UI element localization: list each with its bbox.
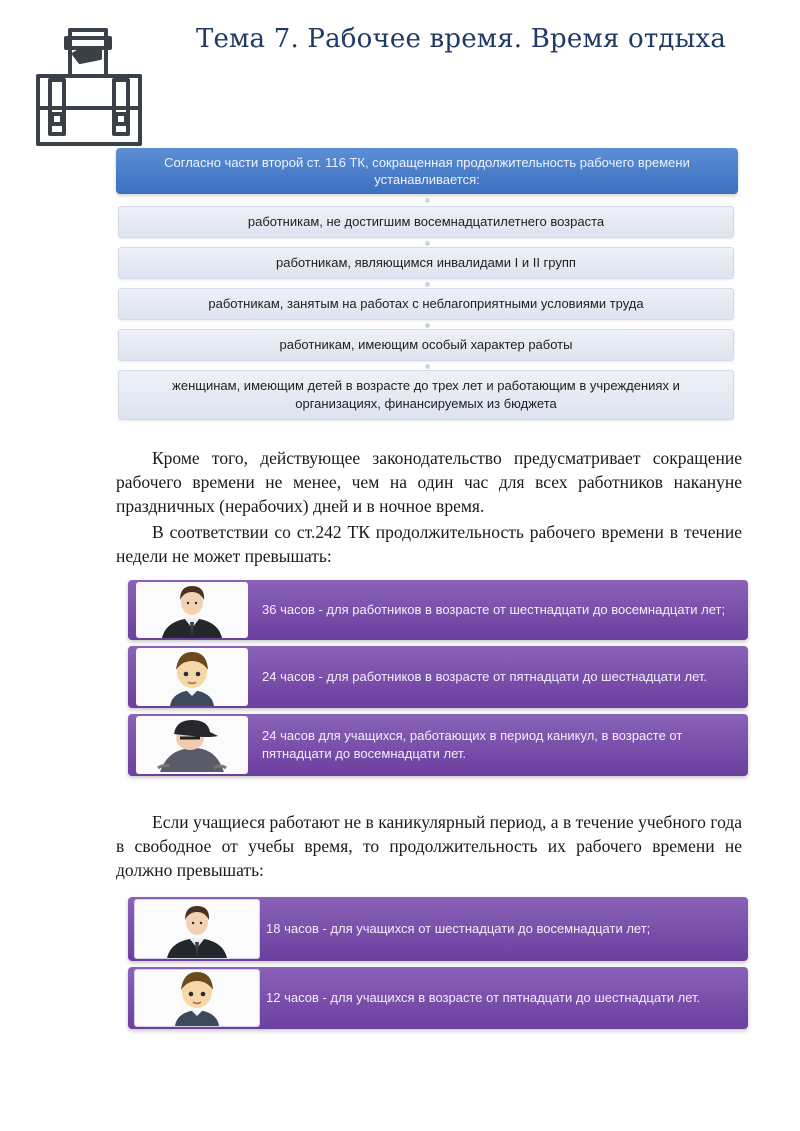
page-title: Тема 7. Рабочее время. Время отдыха (196, 24, 727, 54)
connector-dot (425, 364, 430, 369)
reduced-hours-diagram (116, 148, 738, 420)
list-item-text: 24 часов - для работников в возрасте от пятнадцати до шестнадцати лет. (262, 669, 708, 684)
young-man-suit-icon (134, 899, 260, 959)
boy-icon (134, 969, 260, 1027)
diagram-item: работникам, имеющим особый характер работы (118, 329, 734, 361)
diagram-item: работникам, занятым на работах с неблагоприятными условиями труда (118, 288, 734, 320)
connector-dot (425, 198, 430, 203)
connector-dot (425, 241, 430, 246)
connector-dot (425, 282, 430, 287)
boy-cap-icon (136, 716, 248, 774)
list-item-text: 36 часов - для работников в возрасте от шестнадцати до восемнадцати лет; (262, 602, 726, 617)
list-item (128, 967, 748, 1029)
diagram-item: женщинам, имеющим детей в возрасте до трех лет и работающим в учреждениях и организациях, финансируемых из бюджета (118, 370, 734, 420)
paragraph: Кроме того, действующее законодательство предусматривает сокращение рабочего времени не менее, чем на один час для всех работников накануне праздничных (нерабочих) дней и в ночное время. (116, 448, 742, 516)
briefcase-logo-icon (36, 28, 142, 148)
list-item-text: 12 часов - для учащихся в возрасте от пятнадцати до шестнадцати лет. (266, 990, 701, 1005)
young-man-suit-icon (136, 582, 248, 638)
list-item (128, 580, 748, 640)
list-item-text: 24 часов для учащихся, работающих в период каникул, в возрасте от пятнадцати до восемнадцати лет. (262, 728, 683, 761)
connector-dot (425, 323, 430, 328)
list-item (128, 646, 748, 708)
list-item-text: 18 часов - для учащихся от шестнадцати до восемнадцати лет; (266, 921, 651, 936)
list-item (128, 897, 748, 961)
diagram-header: Согласно части второй ст. 116 ТК, сокращенная продолжительность рабочего времени устанавливается: (116, 148, 738, 194)
boy-icon (136, 648, 248, 706)
diagram-item: работникам, не достигшим восемнадцатилетнего возраста (118, 206, 734, 238)
list-item (128, 714, 748, 776)
paragraph: В соответствии со ст.242 ТК продолжительность рабочего времени в течение недели не может превышать: (116, 522, 742, 566)
diagram-item: работникам, являющимся инвалидами I и II групп (118, 247, 734, 279)
paragraph: Если учащиеся работают не в каникулярный период, а в течение учебного года в свободное от учебы время, то продолжительность их рабочего времени не должно превышать: (116, 812, 742, 880)
